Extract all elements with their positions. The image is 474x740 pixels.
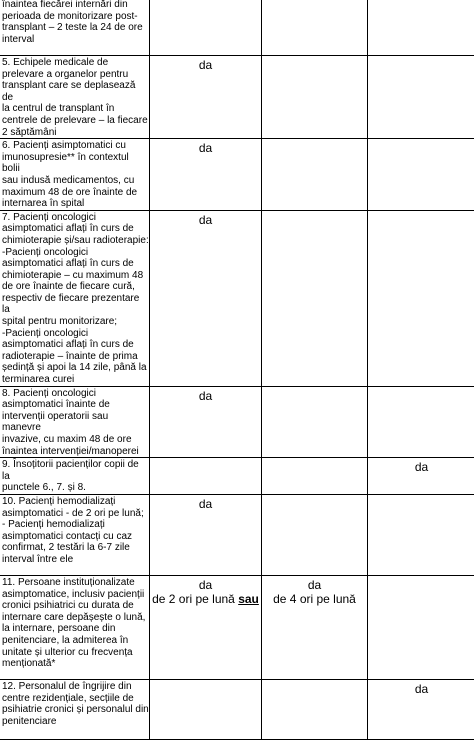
value-cell xyxy=(368,386,474,458)
table-row xyxy=(0,139,474,211)
value-cell: da xyxy=(150,56,262,139)
conjunction: sau xyxy=(238,592,259,606)
table-row xyxy=(0,679,474,739)
value-yes: da xyxy=(150,578,261,592)
value-cell xyxy=(368,139,474,211)
frequency-cell xyxy=(150,575,262,679)
value-cell: da xyxy=(150,139,262,211)
criteria-cell: înaintea fiecărei internări din perioada de monitorizare post- transplant – 2 teste la 24 de ore interval xyxy=(0,0,150,56)
value-cell xyxy=(262,494,368,575)
value-cell xyxy=(368,56,474,139)
value-cell xyxy=(262,458,368,495)
frequency-text xyxy=(150,592,261,606)
value-cell: da xyxy=(150,494,262,575)
value-cell xyxy=(150,679,262,739)
criteria-cell: 11. Persoane instituționalizate asimptomatice, inclusiv pacienții cronici psihiatrici cu durata de internare care depășește o lună, la internare, persoane din penitenciare, la admiterea în unitate și ulterior cu frecvența menționată* xyxy=(0,575,150,679)
value-cell xyxy=(262,139,368,211)
table-row xyxy=(0,386,474,458)
value-cell xyxy=(150,0,262,56)
value-cell: da xyxy=(368,458,474,495)
value-cell: da xyxy=(368,679,474,739)
criteria-cell: 10. Pacienți hemodializați asimptomatici - de 2 ori pe lună; - Pacienți hemodializați asimptomatici contacți cu caz confirmat, 2 testări la 6-7 zile interval între ele xyxy=(0,494,150,575)
value-cell xyxy=(368,0,474,56)
table-row xyxy=(0,210,474,386)
table-row xyxy=(0,494,474,575)
value-cell xyxy=(150,458,262,495)
value-cell xyxy=(262,679,368,739)
value-yes: da xyxy=(262,578,367,592)
criteria-cell: 6. Pacienți asimptomatici cu imunosupresie** în contextul bolii sau indusă medicamentos, cu maximum 48 de ore înainte de internarea în spital xyxy=(0,139,150,211)
frequency-value: de 2 ori pe lună xyxy=(152,592,235,606)
criteria-cell: 5. Echipele medicale de prelevare a organelor pentru transplant care se deplasează de la centrul de transplant în centrele de prelevare – la fiecare 2 săptămâni xyxy=(0,56,150,139)
value-cell xyxy=(368,494,474,575)
value-cell xyxy=(262,210,368,386)
criteria-cell: 7. Pacienți oncologici asimptomatici aflați în curs de chimioterapie și/sau radioterapie: -Pacienți oncologici asimptomatici aflați în curs de chimioterapie – cu maximum 48 de ore înainte de fiecare cură, respectiv de fiecare prezentare la spital pentru monitorizare; -Pacienți oncologici asimptomatici aflați în curs de radioterapie – înainte de prima ședință și apoi la 14 zile, până la terminarea curei xyxy=(0,210,150,386)
value-cell xyxy=(368,210,474,386)
value-cell xyxy=(262,386,368,458)
table-row xyxy=(0,56,474,139)
frequency-cell xyxy=(262,575,368,679)
table-row xyxy=(0,575,474,679)
value-cell xyxy=(262,56,368,139)
criteria-cell: 8. Pacienți oncologici asimptomatici înainte de intervenții operatorii sau manevre invazive, cu maxim 48 de ore înaintea intervenției/manoperei xyxy=(0,386,150,458)
value-cell xyxy=(262,0,368,56)
value-cell xyxy=(368,575,474,679)
criteria-cell: 12. Personalul de îngrijire din centre rezidențiale, secțiile de psihiatrie cronici și personalul din penitenciare xyxy=(0,679,150,739)
value-cell: da xyxy=(150,210,262,386)
value-cell: da xyxy=(150,386,262,458)
table-row xyxy=(0,0,474,56)
table-row xyxy=(0,458,474,495)
criteria-cell: 9. Însoțitorii pacienților copii de la punctele 6., 7. și 8. xyxy=(0,458,150,495)
frequency-value: de 4 ori pe lună xyxy=(262,592,367,606)
